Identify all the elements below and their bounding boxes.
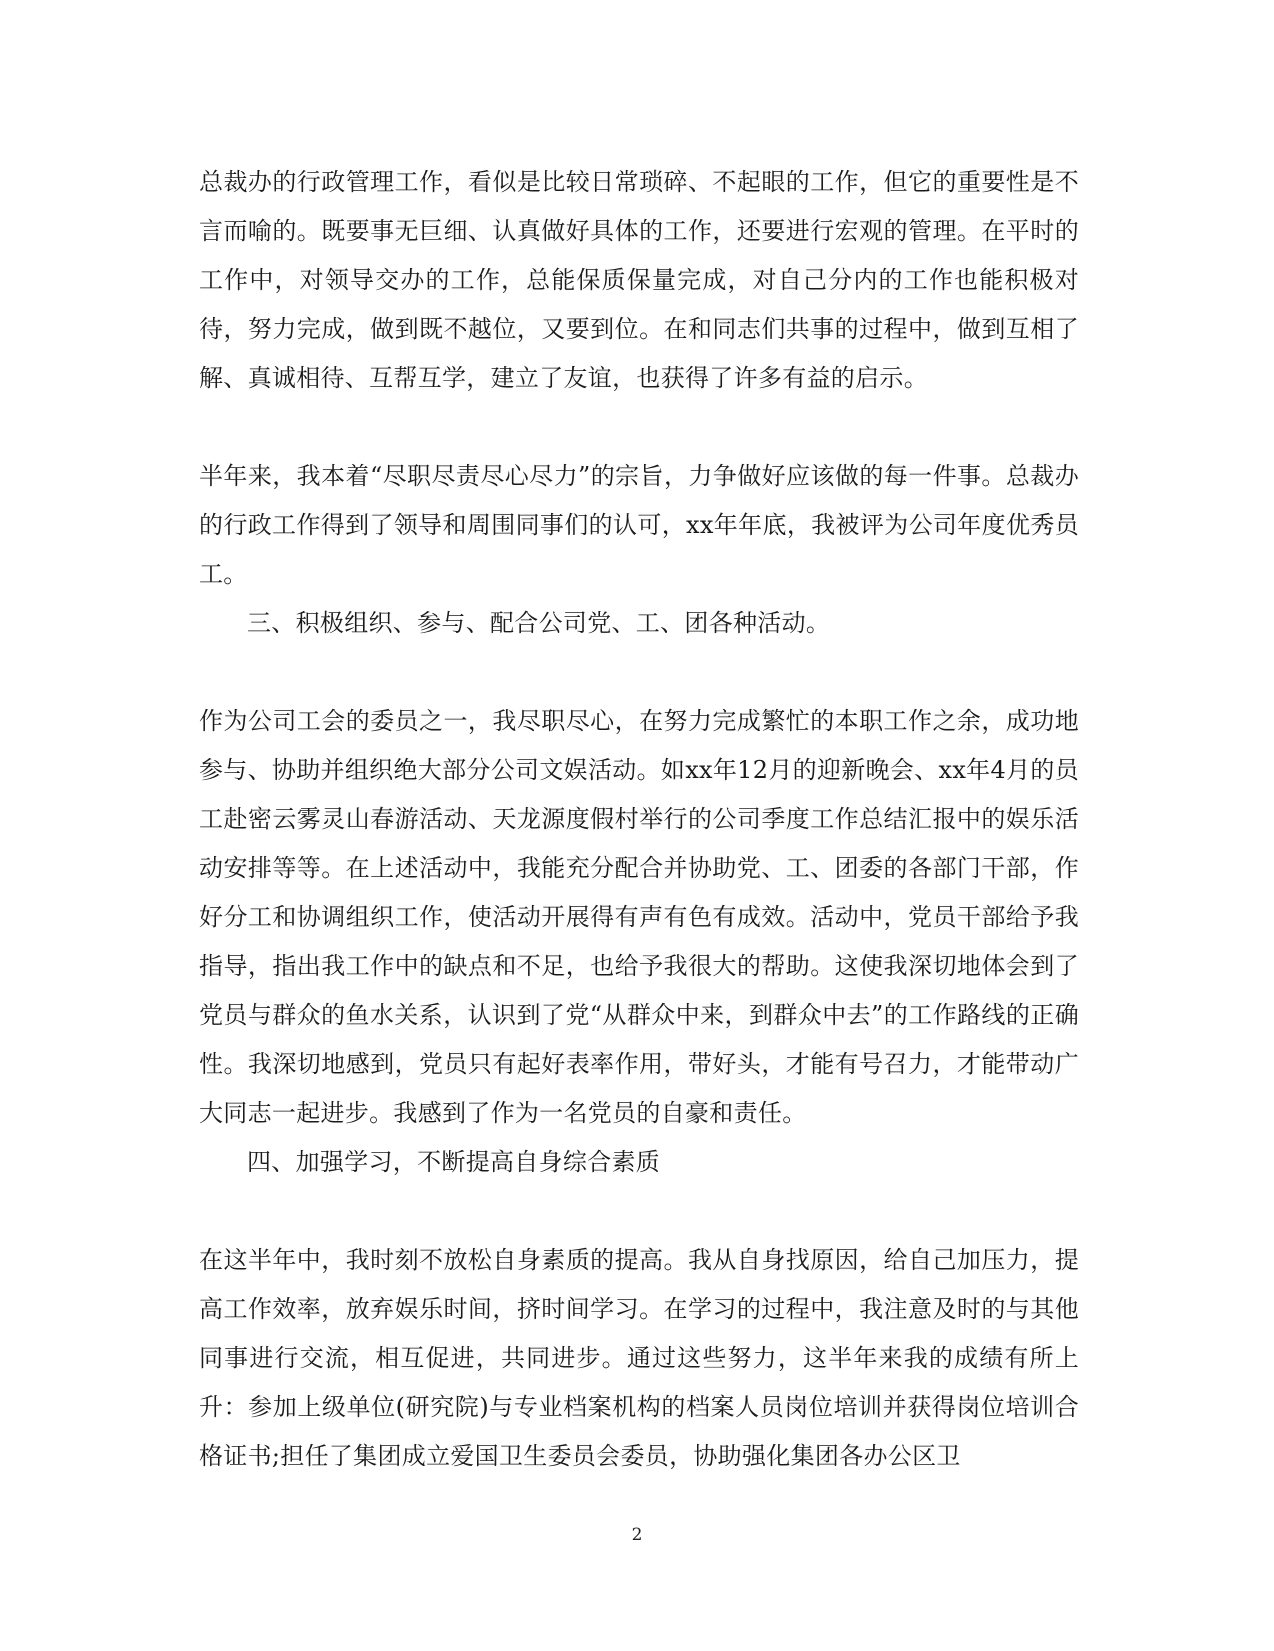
- paragraph-admin-work: 总裁办的行政管理工作，看似是比较日常琐碎、不起眼的工作，但它的重要性是不言而喻的。既要事无巨细、认真做好具体的工作，还要进行宏观的管理。在平时的工作中，对领导交办的工作，总能保质保量完成，对自己分内的工作也能积极对待，努力完成，做到既不越位，又要到位。在和同志们共事的过程中，做到互相了解、真诚相待、互帮互学，建立了友谊，也获得了许多有益的启示。: [199, 168, 1079, 392]
- section-heading-study: 四、加强学习，不断提高自身综合素质: [247, 1148, 661, 1176]
- paragraph-self-improvement: 在这半年中，我时刻不放松自身素质的提高。我从自身找原因，给自己加压力，提高工作效率，放弃娱乐时间，挤时间学习。在学习的过程中，我注意及时的与其他同事进行交流，相互促进，共同进步。通过这些努力，这半年来我的成绩有所上升：参加上级单位(研究院)与专业档案机构的档案人员岗位培训并获得岗位培训合格证书;担任了集团成立爱国卫生委员会委员，协助强化集团各办公区卫: [199, 1246, 1079, 1470]
- page-number: 2: [631, 1525, 643, 1545]
- paragraph-half-year-summary: 半年来，我本着“尽职尽责尽心尽力”的宗旨，力争做好应该做的每一件事。总裁办的行政工作得到了领导和周围同事们的认可，xx年年底，我被评为公司年度优秀员工。: [199, 462, 1079, 588]
- document-body: [199, 158, 1079, 1481]
- section-heading-activities: 三、积极组织、参与、配合公司党、工、团各种活动。: [247, 609, 831, 637]
- paragraph-union-activities: 作为公司工会的委员之一，我尽职尽心，在努力完成繁忙的本职工作之余，成功地参与、协助并组织绝大部分公司文娱活动。如xx年12月的迎新晚会、xx年4月的员工赴密云雾灵山春游活动、天龙源度假村举行的公司季度工作总结汇报中的娱乐活动安排等等。在上述活动中，我能充分配合并协助党、工、团委的各部门干部，作好分工和协调组织工作，使活动开展得有声有色有成效。活动中，党员干部给予我指导，指出我工作中的缺点和不足，也给予我很大的帮助。这使我深切地体会到了党员与群众的鱼水关系，认识到了党“从群众中来，到群众中去”的工作路线的正确性。我深切地感到，党员只有起好表率作用，带好头，才能有号召力，才能带动广大同志一起进步。我感到了作为一名党员的自豪和责任。: [199, 707, 1079, 1127]
